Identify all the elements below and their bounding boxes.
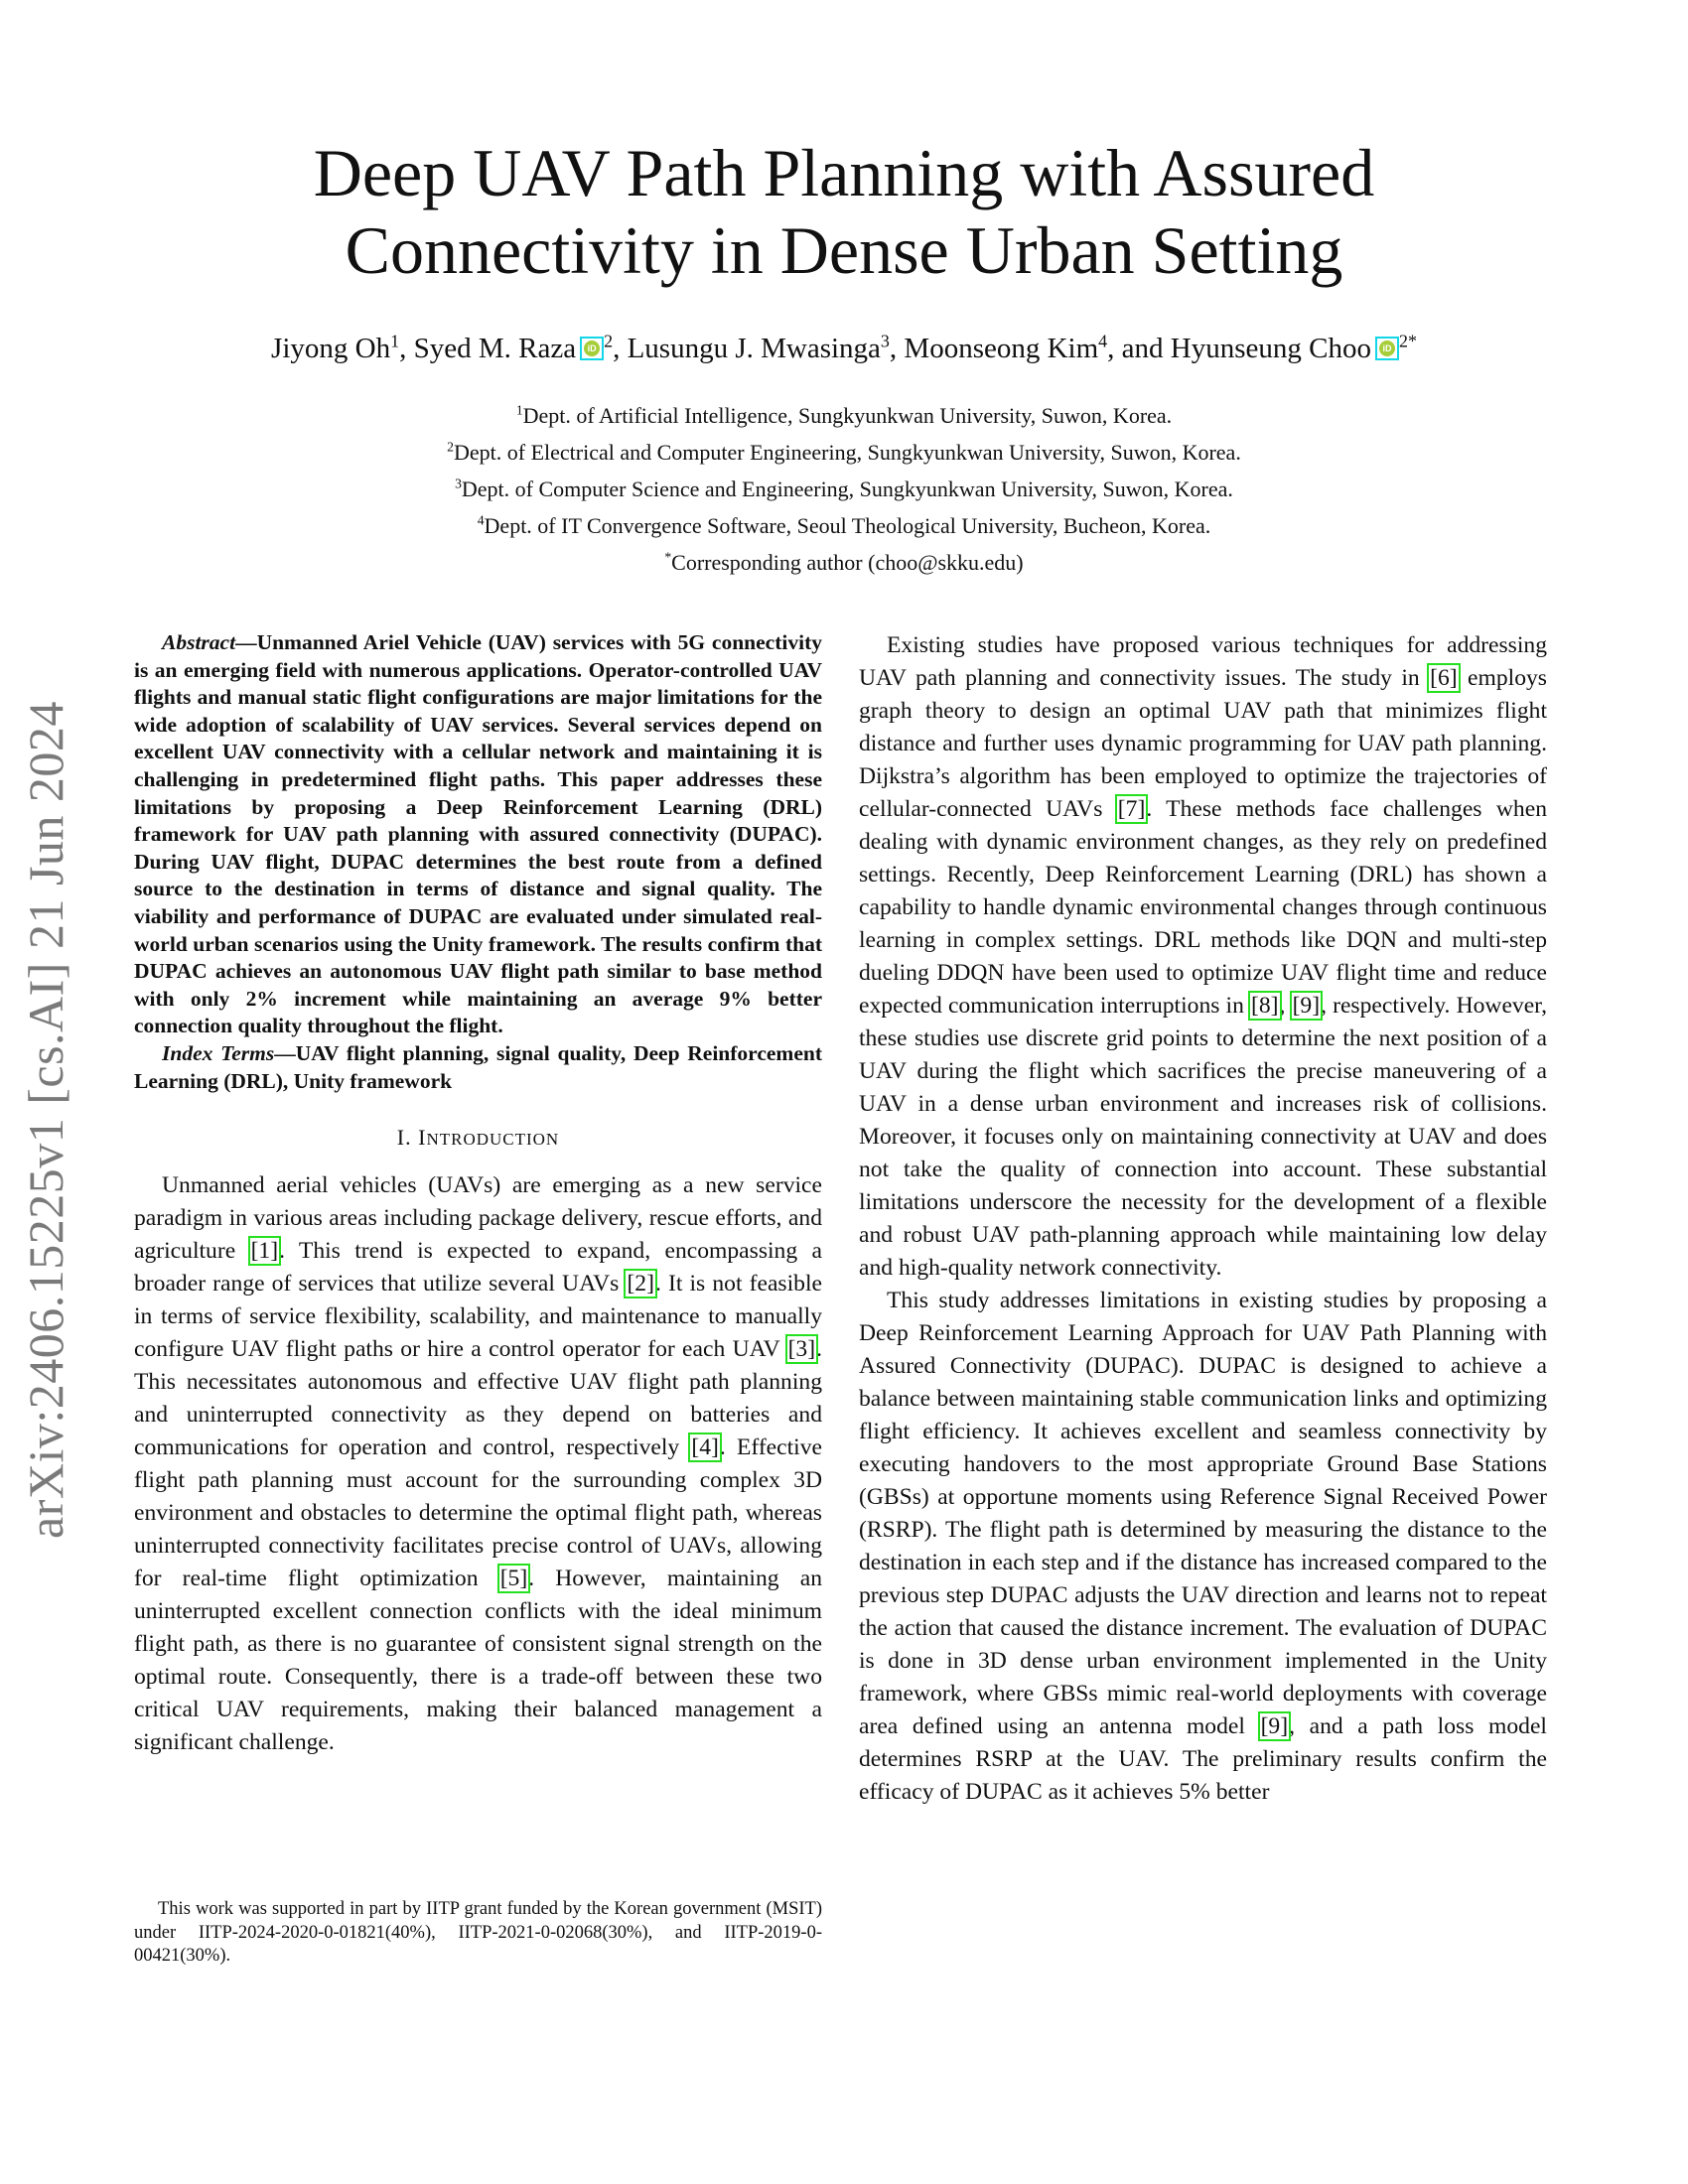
index-terms-label: Index Terms [162, 1040, 275, 1065]
affiliations [199, 397, 1489, 581]
affiliation-text: Dept. of Artificial Intelligence, Sungkyunkwan University, Suwon, Korea. [522, 403, 1173, 428]
affiliation-text: Corresponding author (choo@skku.edu) [671, 550, 1024, 575]
author-4-sup: 4 [1098, 331, 1108, 351]
author-2-sup: 2 [604, 331, 614, 351]
section-title-rest: NTRODUCTION [426, 1130, 560, 1150]
intro-paragraph-3 [859, 1285, 1547, 1809]
title-line-1: Deep UAV Path Planning with Assured [313, 135, 1375, 210]
affiliation-sup: * [664, 549, 672, 565]
section-number: I. [396, 1125, 419, 1151]
intro-paragraph-1 [134, 1169, 822, 1759]
text-run: This study addresses limitations in existing studies by proposing a Deep Reinforcement Learning Approach for UAV Path Planning with Assured Connectivity (DUPAC). DUPAC is designed to achieve a balance between maintaining stable communication links and optimizing flight efficiency. It achieves excellent and seamless connectivity by executing handovers to the most appropriate Ground Base Stations (GBSs) at opportune moments using Reference Signal Received Power (RSRP). The flight path is determined by measuring the distance to the destination in each step and if the distance has increased compared to the previous step DUPAC adjusts the UAV direction and learns not to repeat the action that caused the distance increment. The evaluation of DUPAC is done in 3D dense urban environment implemented in the Unity framework, where GBSs mimic real-world deployments with coverage area defined using an antenna model [859, 1288, 1547, 1739]
citation-link[interactable]: [6] [1430, 665, 1458, 691]
text-run: . However, maintaining an uninterrupted excellent connection conflicts with the ideal minimum flight path, as there is no guarantee of consistent signal strength on the optimal route. Consequently, there is a trade-off between these two critical UAV requirements, making their balanced management a significant challenge. [134, 1566, 822, 1756]
affiliation-sup: 1 [515, 402, 523, 418]
citation-link[interactable]: [1] [250, 1238, 279, 1265]
citation-link[interactable]: [7] [1117, 796, 1146, 822]
funding-footnote: This work was supported in part by IITP grant funded by the Korean government (MSIT) under IITP-2024-2020-0-01821(40%), IITP-2021-0-02068(30%), and IITP-2019-0-00421(30%). [134, 1899, 822, 1966]
index-terms-text: —UAV flight planning, signal quality, Deep Reinforcement Learning (DRL), Unity framework [134, 1040, 822, 1093]
text-run: . Effective flight path planning must account for the surrounding complex 3D environment and obstacles to determine the optimal flight path, whereas uninterrupted connectivity facilitates precise control of UAVs, allowing for real-time flight optimization [134, 1434, 823, 1592]
author-3: , Lusungu J. Mwasinga [613, 333, 881, 364]
section-title-cap: I [418, 1125, 427, 1151]
text-run: . These methods face challenges when dealing with dynamic environment changes, as they rely on predefined settings. Recently, Deep Reinforcement Learning (DRL) has shown a capability to handle dynamic environmental changes through continuous learning in complex settings. DRL methods like DQN and multi-step dueling DDQN have been used to optimize UAV flight time and reduce expected communication interruptions in [859, 796, 1547, 1019]
text-run: employs graph theory to design an optimal UAV path that minimizes flight distance and further uses dynamic programming for UAV path planning. Dijkstra’s algorithm has been employed to optimize the trajectories of cellular-connected UAVs [859, 665, 1547, 822]
abstract-text: —Unmanned Ariel Vehicle (UAV) services with 5G connectivity is an emerging field with numerous applications. Operator-controlled UAV flights and manual static flight configurations are major limitations for the wide adoption of scalability of UAV services. Several services depend on excellent UAV connectivity with a cellular network and maintaining it is challenging in predetermined flight paths. This paper addresses these limitations by proposing a Deep Reinforcement Learning (DRL) framework for UAV path planning with assured connectivity (DUPAC). During UAV flight, DUPAC determines the best route from a defined source to the destination in terms of distance and signal quality. The viability and performance of DUPAC are evaluated under simulated real-world urban scenarios using the Unity framework. The results confirm that DUPAC achieves an autonomous UAV flight path similar to base method with only 2% increment while maintaining an average 9% better connection quality throughout the flight. [134, 630, 822, 1038]
citation-link[interactable]: [2] [627, 1271, 654, 1297]
abstract-label: Abstract [162, 630, 236, 654]
affiliation-text: Dept. of Computer Science and Engineering, Sungkyunkwan University, Suwon, Korea. [461, 477, 1233, 501]
right-column [859, 629, 1547, 1809]
affiliation-4 [199, 507, 1489, 544]
orcid-icon[interactable] [1375, 337, 1399, 360]
text-run: . It is not feasible in terms of service flexibility, scalability, and maintenance to manually configure UAV flight paths or hire a control operator for each UAV [134, 1271, 822, 1363]
paper-title [199, 134, 1489, 289]
citation-link[interactable]: [9] [1260, 1713, 1289, 1739]
author-4: , Moonseong Kim [889, 333, 1099, 364]
text-run: , respectively. However, these studies use discrete grid points to determine the next position of a UAV during the flight which sacrifices the precise maneuvering of a UAV in a dense urban environment and increases risk of collisions. Moreover, it focuses only on maintaining connectivity at UAV and does not take the quality of connection into account. These substantial limitations underscore the necessity for the development of a flexible and robust UAV path-planning approach while maintaining low delay and high-quality network connectivity. [859, 993, 1547, 1281]
author-1: Jiyong Oh [271, 333, 391, 364]
text-run: . This trend is expected to expand, encompassing a broader range of services that utilize several UAVs [134, 1238, 822, 1297]
citation-link[interactable]: [9] [1292, 993, 1321, 1019]
affiliation-text: Dept. of IT Convergence Software, Seoul Theological University, Bucheon, Korea. [484, 513, 1211, 538]
orcid-icon[interactable] [580, 337, 604, 360]
section-heading-introduction [134, 1121, 822, 1156]
affiliation-3 [199, 471, 1489, 507]
author-1-sup: 1 [390, 331, 400, 351]
index-terms [134, 1040, 822, 1095]
title-line-2: Connectivity in Dense Urban Setting [345, 212, 1343, 288]
intro-paragraph-2 [859, 629, 1547, 1285]
affiliation-1 [199, 397, 1489, 434]
corresponding-author [199, 544, 1489, 581]
citation-link[interactable]: [5] [499, 1566, 528, 1592]
affiliation-sup: 3 [455, 476, 462, 491]
text-run: . This necessitates autonomous and effective UAV flight path planning and uninterrupted connectivity as they depend on batteries and communications for operation and control, respectively [134, 1336, 822, 1461]
abstract [134, 629, 822, 1040]
affiliation-2 [199, 434, 1489, 471]
affiliation-sup: 2 [447, 439, 454, 455]
author-list [119, 330, 1569, 367]
citation-link[interactable]: [4] [691, 1434, 719, 1461]
author-5-sup: 2* [1398, 331, 1417, 351]
citation-link[interactable]: [8] [1251, 993, 1279, 1019]
left-column [134, 629, 822, 1759]
text-run: Existing studies have proposed various techniques for addressing UAV path planning and connectivity issues. The study in [859, 632, 1547, 691]
author-3-sup: 3 [880, 331, 890, 351]
author-2: , Syed M. Raza [399, 333, 577, 364]
affiliation-sup: 4 [477, 512, 485, 528]
text-run: , and a path loss model determines RSRP at the UAV. The preliminary results confirm the efficacy of DUPAC as it achieves 5% better [859, 1713, 1547, 1805]
arxiv-identifier: arXiv:2406.15225v1 [cs.AI] 21 Jun 2024 [18, 701, 73, 1539]
citation-link[interactable]: [3] [787, 1336, 816, 1363]
text-run: Unmanned aerial vehicles (UAVs) are emerging as a new service paradigm in various areas including package delivery, rescue efforts, and agriculture [134, 1172, 822, 1265]
author-5: , and Hyunseung Choo [1107, 333, 1371, 364]
arxiv-sidebar [18, 701, 73, 1539]
text-run: , [1279, 993, 1292, 1019]
affiliation-text: Dept. of Electrical and Computer Engineering, Sungkyunkwan University, Suwon, Korea. [453, 440, 1241, 465]
